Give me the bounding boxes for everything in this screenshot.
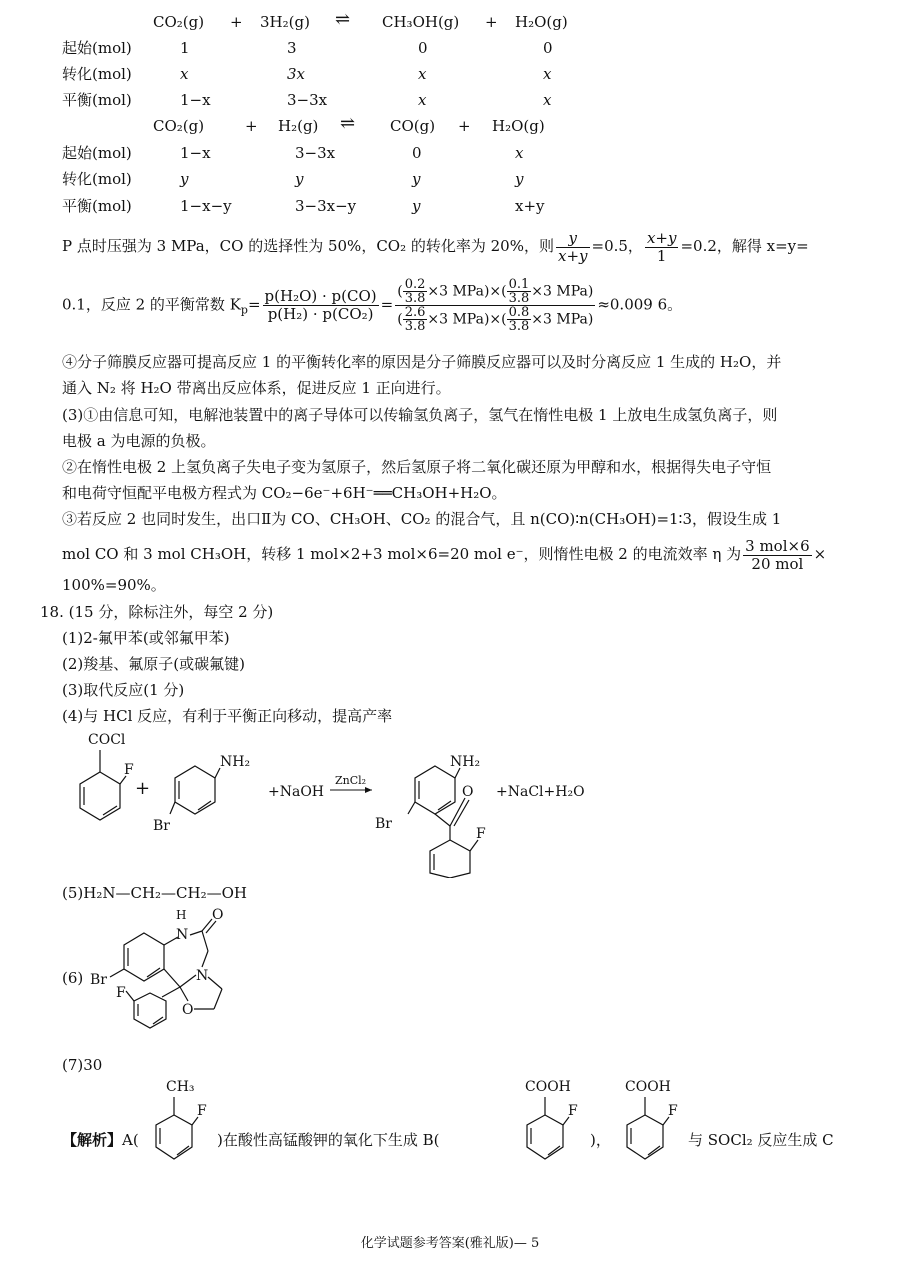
mol-b-cooh: COOH [525,1079,571,1095]
t1-h6: H₂O(g) [515,13,568,31]
frac-den: p(H₂) · p(CO₂) [267,305,374,323]
kp-c: = [380,295,394,314]
rxn-products: +NaCl+H₂O [496,784,585,800]
analysis-molecules [120,1075,700,1175]
mol6-n: N [176,927,189,943]
kp-numeric-den: ( $\frac{2.6}{3.8}$ ×3 MPa)×( $\frac{0.8}{3.8}$ ×3 MPa) [397,305,594,334]
t1-h2: 3H₂(g) [260,13,310,31]
t2-h2: H₂(g) [278,117,319,135]
t1-r0-c2: 0 [418,39,428,57]
sub-num: 0.8 [508,305,530,320]
t2-r2-c2: y [412,197,421,215]
t1-r2-c3: x [543,91,552,109]
mol6-o-ring: O [182,1002,194,1018]
t2-r2-c1: 3−3x−y [295,197,357,215]
t2-h0: CO₂(g) [153,117,205,135]
p4a: ④分子筛膜反应器可提高反应 1 的平衡转化率的原因是分子筛膜反应器可以及时分离反应 1 生成的 H₂O，并 [62,353,782,371]
kp-a: 0.1，反应 2 的平衡常数 K [62,295,241,314]
mul-text: ×3 MPa [531,311,588,328]
t1-h1: + [230,13,243,31]
t1-h3: ⇌ [335,9,351,30]
p33a: ③若反应 2 也同时发生，出口Ⅱ为 CO、CH₃OH、CO₂ 的混合气，且 n(CO)∶n(CH₃OH)=1∶3，假设生成 1 [62,510,782,528]
t2-r1-c1: y [295,170,304,188]
sub-den: 3.8 [508,319,530,334]
mol-b-f: F [568,1103,578,1119]
structure-6 [90,905,280,1030]
kp-sub: p [240,303,248,317]
p33b-post: × [813,545,827,563]
t1-r0-c0: 1 [180,39,190,57]
sub-num: 0.2 [404,277,426,292]
t2-h1: + [245,117,258,135]
sub-den: 3.8 [508,291,530,306]
mul-text: ×3 MPa [427,283,484,300]
fraction-xy-over-1 [645,230,679,265]
mol6-f: F [116,985,126,1001]
t1-r0-label: 起始(mol) [62,39,132,57]
rxn-br1: Br [153,818,170,834]
p33b [62,536,852,573]
frac-num: p(H₂O) · p(CO) [264,287,377,305]
t1-r1-label: 转化(mol) [62,65,132,83]
t1-r1-c3: x [543,65,552,83]
t2-r2-c0: 1−x−y [180,197,232,215]
rxn-f2: F [476,826,486,842]
q18-a2: (2)羧基、氟原子(或碳氟键) [62,655,245,673]
mul-text: ×3 MPa [531,283,588,300]
p4b: 通入 N₂ 将 H₂O 带离出反应体系，促进反应 1 正向进行。 [62,379,451,397]
q18-a5: (5)H₂N—CH₂—CH₂—OH [62,884,247,902]
analysis-tag: 【解析】 [62,1131,123,1149]
p32b: 和电荷守恒配平电极方程式为 CO₂−6e⁻+6H⁻══CH₃OH+H₂O。 [62,484,507,502]
p32a: ②在惰性电极 2 上氢负离子失电子变为氢原子，然后氢原子将二氧化碳还原为甲醇和水，根据得失电子守恒 [62,458,772,476]
rxn-f1: F [124,762,134,778]
analysis-t3: )， [590,1131,611,1149]
rxn-o: O [462,784,474,800]
t1-r0-c3: 0 [543,39,553,57]
frac-num: 3 mol×6 [745,536,810,555]
kp-line [62,278,852,335]
t1-h5: + [485,13,498,31]
t2-h3: ⇌ [340,113,356,134]
mol-a-ch3: CH₃ [166,1079,195,1095]
p-line-b: =0.5， [591,237,643,255]
t1-r1-c1: 3x [287,65,306,83]
mol-a-f: F [197,1103,207,1119]
p33c: 100%=90%。 [62,576,166,594]
efficiency-fraction [743,538,811,573]
rxn-naoh: +NaOH [268,784,325,800]
mol6-br: Br [90,972,107,988]
q18-a4: (4)与 HCl 反应，有利于平衡正向移动，提高产率 [62,707,393,725]
sub-num: 2.6 [404,305,426,320]
mol-b2-f: F [668,1103,678,1119]
t2-r0-label: 起始(mol) [62,144,132,162]
frac-num: x+y [646,228,677,247]
q18-a1: (1)2-氟甲苯(或邻氟甲苯) [62,629,230,647]
analysis-t1: A( [122,1131,139,1149]
t2-r1-c3: y [515,170,524,188]
p31a: (3)①由信息可知，电解池装置中的离子导体可以传输氢负离子，氢气在惰性电极 1 上放电生成氢负离子，则 [62,406,778,424]
kp-symbolic-fraction [263,288,379,323]
t1-r2-c2: x [418,91,427,109]
sub-den: 3.8 [404,319,426,334]
t1-r1-c0: x [180,65,189,83]
t1-r2-label: 平衡(mol) [62,91,132,109]
t2-r1-label: 转化(mol) [62,170,132,188]
analysis-t2: )在酸性高锰酸钾的氧化下生成 B( [217,1131,440,1149]
rxn-br2: Br [375,816,392,832]
reaction-scheme [60,728,680,878]
rxn-nh2-2: NH₂ [450,754,481,770]
rxn-cocl: COCl [88,732,126,748]
mol6-h: H [176,908,187,922]
kp-numeric-fraction [395,278,595,333]
t2-r0-c3: x [515,144,524,162]
t2-r2-c3: x+y [515,197,545,215]
t2-h4: CO(g) [390,117,436,135]
mol6-o-keto: O [212,907,224,923]
rxn-plus1: + [135,778,151,799]
t2-r0-c1: 3−3x [295,144,336,162]
t2-r0-c0: 1−x [180,144,211,162]
mol6-n2: N [196,968,209,984]
sub-num: 0.1 [508,277,530,292]
t2-r1-c2: y [412,170,421,188]
sub-den: 3.8 [404,291,426,306]
frac-den: 1 [656,246,667,265]
q18-head: 18. (15 分，除标注外，每空 2 分) [40,603,274,621]
mul-text: ×3 MPa [427,311,484,328]
t1-r0-c1: 3 [287,39,297,57]
frac-den: 20 mol [751,554,804,573]
p33b-pre: mol CO 和 3 mol CH₃OH，转移 1 mol×2+3 mol×6=20 mol e⁻，则惰性电极 2 的电流效率 η 为 [62,545,742,563]
page-footer: 化学试题参考答案(雅礼版)— 5 [360,1236,540,1251]
t2-r0-c2: 0 [412,144,422,162]
t2-h5: + [458,117,471,135]
analysis-t4: 与 SOCl₂ 反应生成 C [688,1131,834,1149]
q18-a3: (3)取代反应(1 分) [62,681,185,699]
p31b: 电极 a 为电源的负极。 [62,432,216,450]
q18-a6: (6) [62,969,84,987]
kp-b: = [247,295,261,314]
kp-numeric-num: ( $\frac{0.2}{3.8}$ ×3 MPa)×( $\frac{0.1}{3.8}$ ×3 MPa) [397,277,594,306]
p-line-a: P 点时压强为 3 MPa，CO 的选择性为 50%，CO₂ 的转化率为 20%，则 [62,237,554,255]
frac-den: x+y [557,246,588,265]
kp-d: ≈0.009 6。 [597,295,683,314]
t2-h6: H₂O(g) [492,117,545,135]
p-point-line [62,228,852,265]
q18-a7: (7)30 [62,1056,103,1074]
mol-b2-cooh: COOH [625,1079,671,1095]
t1-h4: CH₃OH(g) [382,13,460,31]
t2-r1-c0: y [180,170,189,188]
frac-num: y [556,230,590,248]
rxn-nh2-1: NH₂ [220,754,251,770]
t1-r2-c0: 1−x [180,91,211,109]
t1-r1-c2: x [418,65,427,83]
p-line-c: =0.2，解得 x=y= [680,237,809,255]
t1-h0: CO₂(g) [153,13,205,31]
rxn-cat: ZnCl₂ [335,774,367,787]
fraction-y-over-xy [556,230,590,265]
t2-r2-label: 平衡(mol) [62,197,132,215]
t1-r2-c1: 3−3x [287,91,328,109]
